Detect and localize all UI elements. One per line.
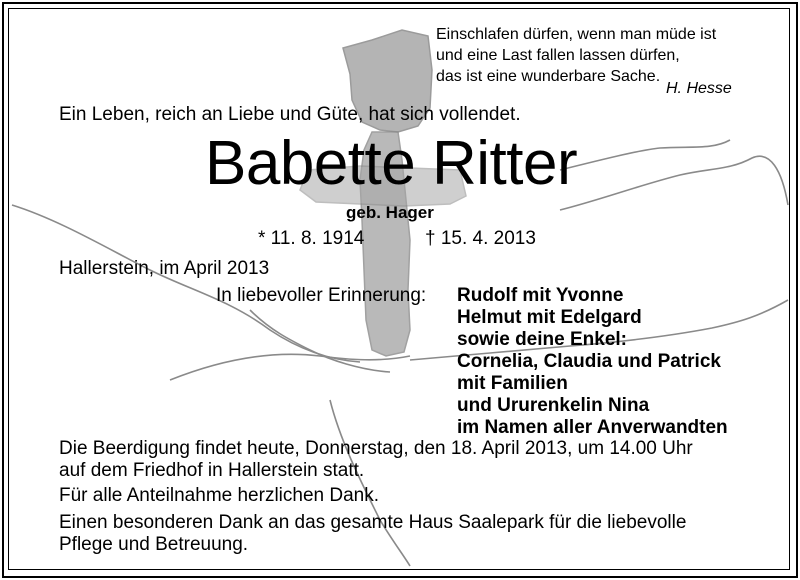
quote-line: Einschlafen dürfen, wenn man müde ist: [436, 26, 717, 43]
memory-label: In liebevoller Erinnerung:: [216, 285, 427, 306]
quote-text: [436, 24, 716, 87]
mourner-line: und Ururenkelin Nina: [457, 395, 650, 416]
funeral-notice: [59, 438, 693, 482]
quote-line: das ist eine wunderbare Sache.: [436, 68, 661, 85]
deceased-name: Babette Ritter: [205, 129, 578, 198]
left-slope-line: [170, 354, 410, 380]
mourner-line: Rudolf mit Yvonne: [457, 285, 624, 306]
death-date: † 15. 4. 2013: [425, 228, 536, 249]
birth-date: * 11. 8. 1914: [258, 228, 365, 249]
special-thanks: [59, 512, 686, 556]
quote-line: und eine Last fallen lassen dürfen,: [436, 47, 680, 64]
place-date: Hallerstein, im April 2013: [59, 258, 270, 279]
mourner-line: im Namen aller Anverwandten: [457, 417, 728, 438]
mourner-line: mit Familien: [457, 373, 568, 394]
mourner-line: Helmut mit Edelgard: [457, 307, 642, 328]
funeral-line: Die Beerdigung findet heute, Donnerstag, den 18. April 2013, um 14.00 Uhr: [59, 438, 693, 459]
mourner-line: sowie deine Enkel:: [457, 329, 627, 350]
mourners-list: [457, 285, 728, 439]
maiden-name: geb. Hager: [346, 203, 434, 222]
intro-line: Ein Leben, reich an Liebe und Güte, hat sich vollendet.: [59, 104, 521, 125]
right-slope-line: [560, 140, 730, 170]
thanks-line: Für alle Anteilnahme herzlichen Dank.: [59, 485, 380, 506]
funeral-line: auf dem Friedhof in Hallerstein statt.: [59, 460, 365, 481]
mourner-line: Cornelia, Claudia und Patrick: [457, 351, 721, 372]
quote-author: H. Hesse: [666, 80, 732, 97]
special-thanks-line: Pflege und Betreuung.: [59, 534, 249, 555]
special-thanks-line: Einen besonderen Dank an das gesamte Haus Saalepark für die liebevolle: [59, 512, 687, 533]
mountain-line: [560, 156, 788, 210]
